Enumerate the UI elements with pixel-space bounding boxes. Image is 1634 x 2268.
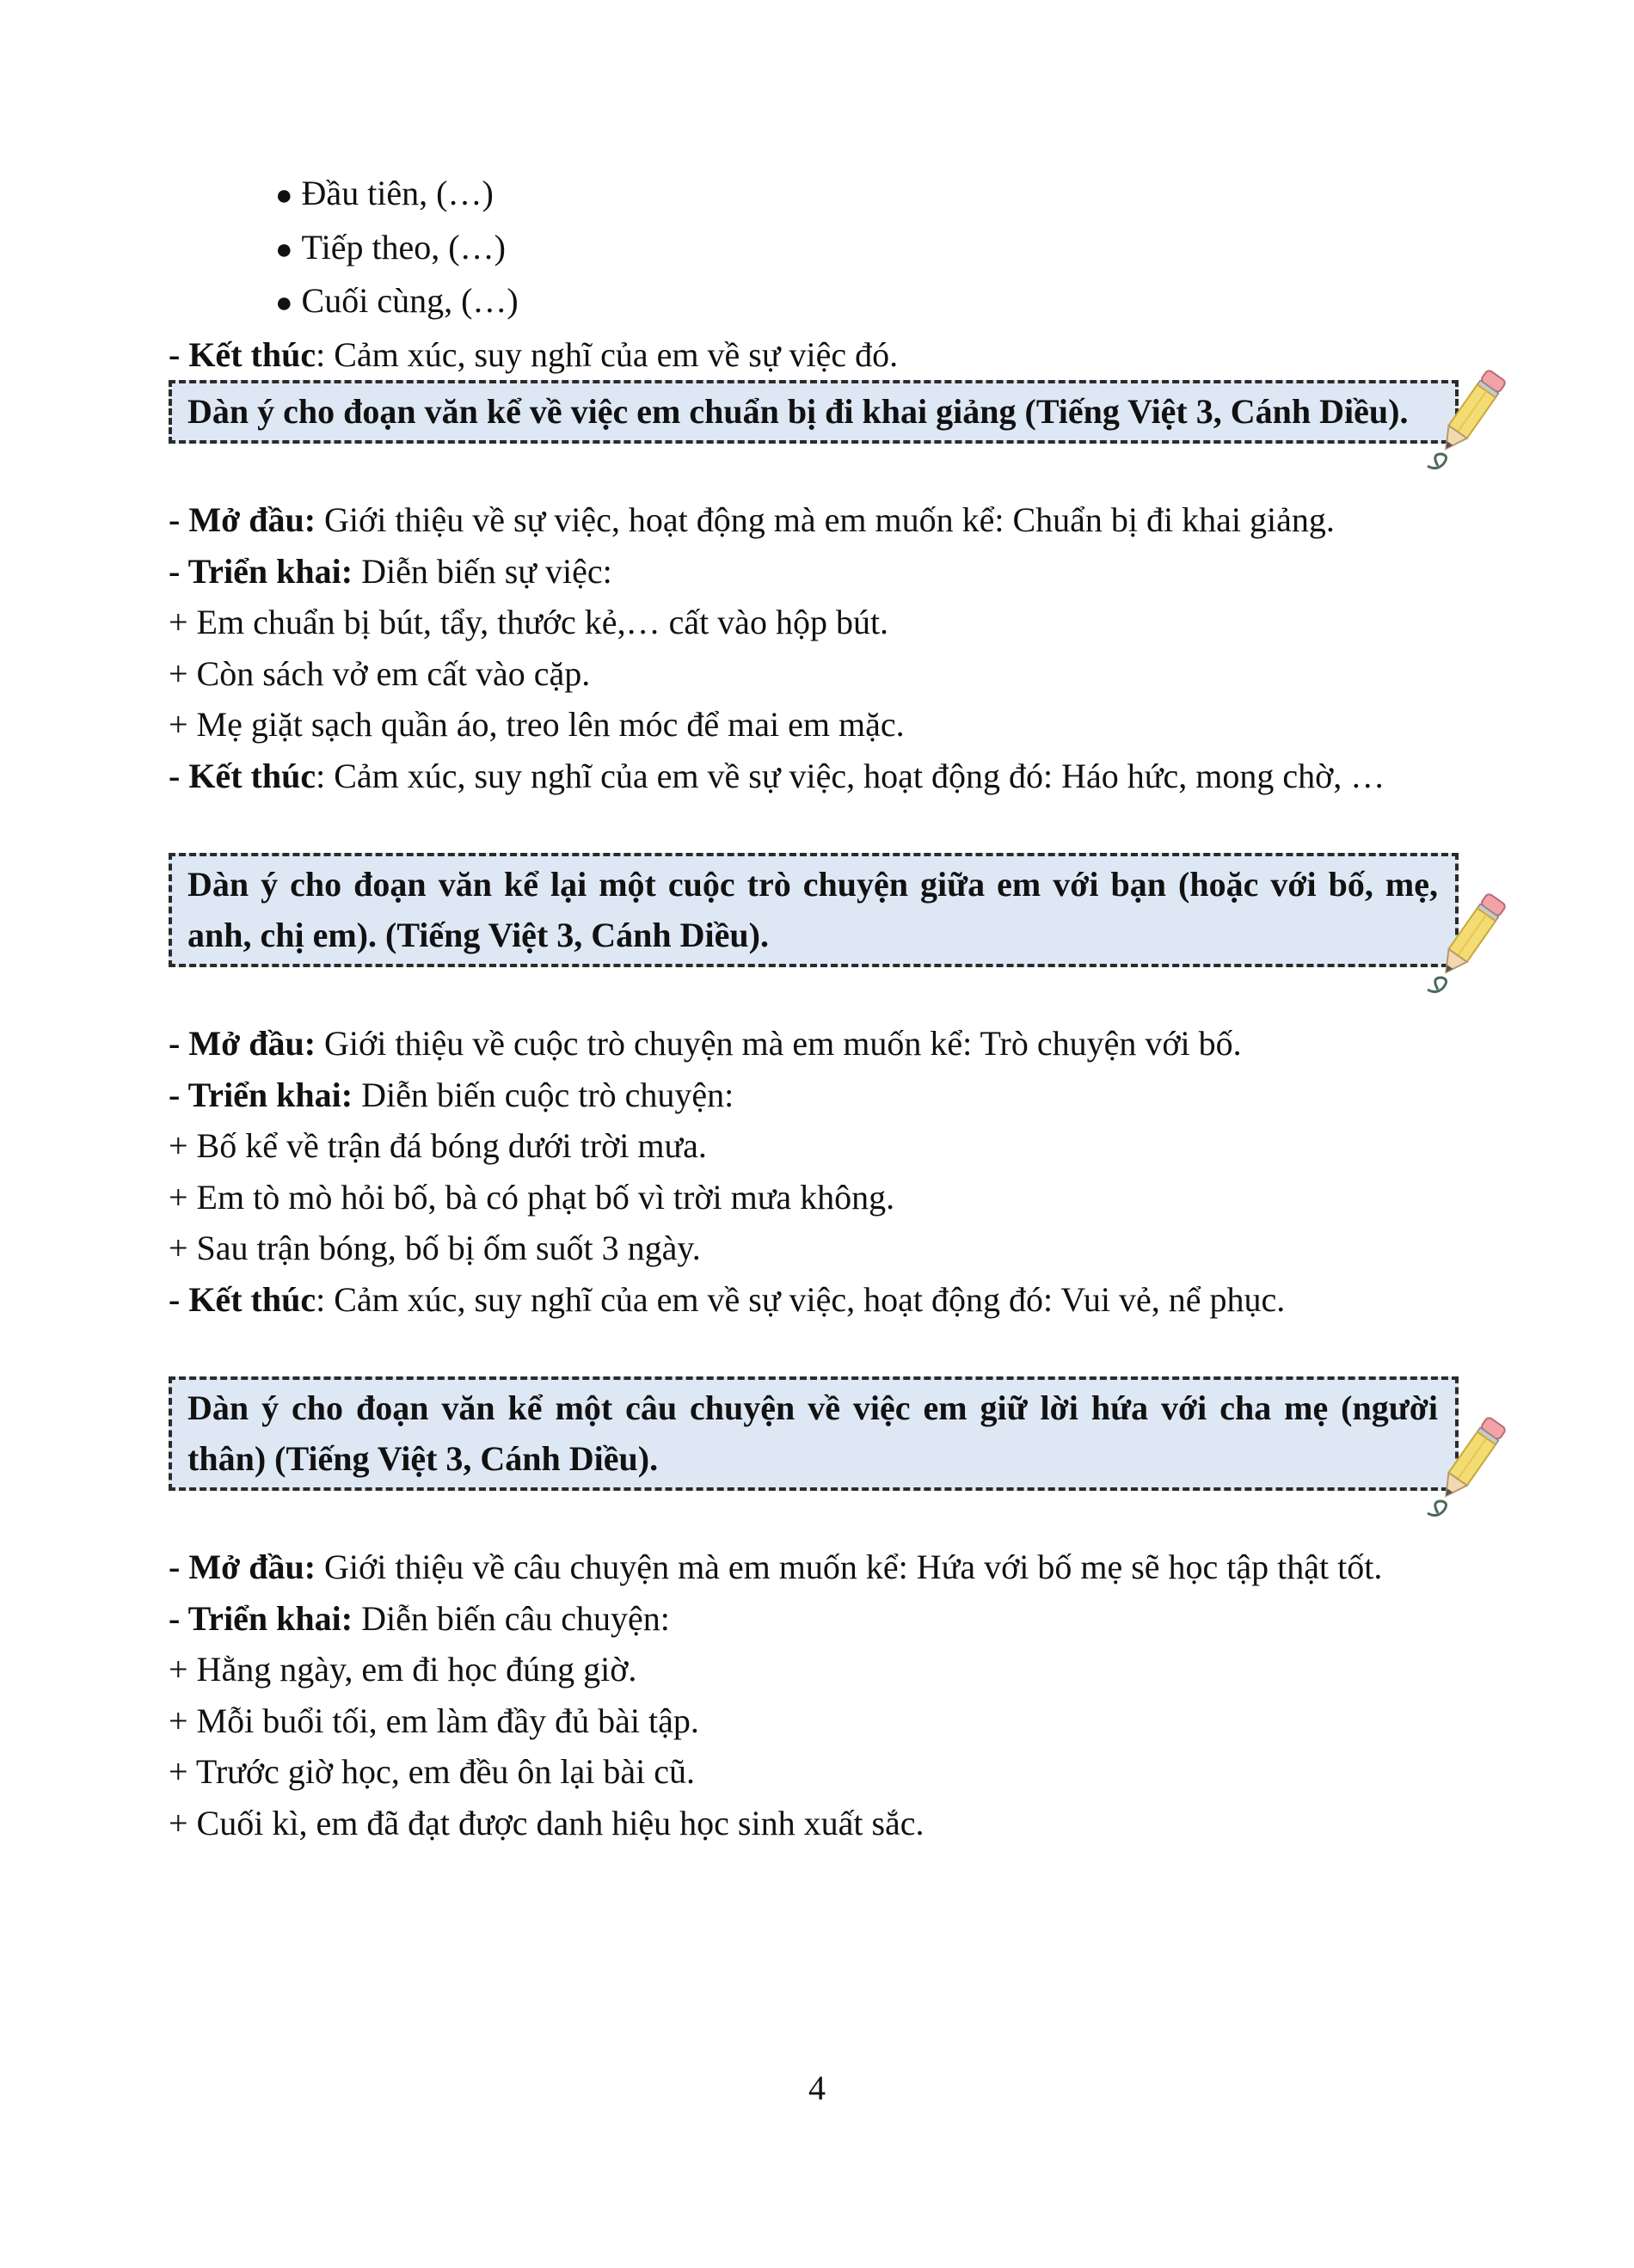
list-item: + Trước giờ học, em đều ôn lại bài cũ. [169, 1752, 696, 1791]
bullet-dot: ● [275, 287, 293, 319]
list-item: + Em chuẩn bị bút, tẩy, thước kẻ,… cất vào hộp bút. [169, 603, 889, 641]
list-item: + Hằng ngày, em đi học đúng giờ. [169, 1650, 637, 1689]
list-item: + Bố kể về trận đá bóng dưới trời mưa. [169, 1126, 707, 1165]
section-title: Dàn ý cho đoạn văn kể lại một cuộc trò chuyện giữa em với bạn (hoặc với bố, mẹ, anh, chị em). (Tiếng Việt 3, Cánh Diều). [187, 864, 1438, 954]
list-item: + Mẹ giặt sạch quần áo, treo lên móc để mai em mặc. [169, 705, 905, 744]
spacer [169, 967, 1453, 1019]
section-title-box [169, 380, 1459, 444]
section-trien-khai: - Triển khai: Diễn biến câu chuyện: [169, 1598, 670, 1638]
document-content [169, 168, 1453, 1848]
list-item: + Còn sách vở em cất vào cặp. [169, 653, 591, 693]
intro-ket-thuc: - Kết thúc: Cảm xúc, suy nghĩ của em về sự việc đó. [169, 334, 899, 374]
section-ket-thuc: - Kết thúc: Cảm xúc, suy nghĩ của em về sự việc, hoạt động đó: Vui vẻ, nể phục. [169, 1279, 1286, 1319]
spacer [169, 444, 1453, 495]
bullet-item: ● Cuối cùng, (…) [275, 281, 519, 320]
section-trien-khai: - Triển khai: Diễn biến sự việc: [169, 551, 612, 591]
bullet-dot: ● [275, 180, 293, 211]
pencil-icon [1412, 361, 1515, 473]
section-title-box [169, 853, 1459, 967]
section-title: Dàn ý cho đoạn văn kể về việc em chuẩn bị đi khai giảng (Tiếng Việt 3, Cánh Diều). [187, 392, 1409, 431]
pencil-icon [1412, 885, 1515, 996]
section-mo-dau: - Mở đầu: Giới thiệu về sự việc, hoạt động mà em muốn kể: Chuẩn bị đi khai giảng. [169, 500, 1335, 539]
spacer [169, 801, 1453, 853]
list-item: + Em tò mò hỏi bố, bà có phạt bố vì trời mưa không. [169, 1177, 895, 1217]
section-ket-thuc: - Kết thúc: Cảm xúc, suy nghĩ của em về sự việc, hoạt động đó: Háo hức, mong chờ, … [169, 756, 1385, 795]
pencil-icon [1412, 1408, 1515, 1520]
spacer [169, 1491, 1453, 1542]
bullet-item: ● Tiếp theo, (…) [275, 227, 506, 267]
spacer [169, 1325, 1453, 1376]
section-mo-dau: - Mở đầu: Giới thiệu về cuộc trò chuyện mà em muốn kể: Trò chuyện với bố. [169, 1024, 1242, 1063]
list-item: + Sau trận bóng, bố bị ốm suốt 3 ngày. [169, 1229, 701, 1267]
section-trien-khai: - Triển khai: Diễn biến cuộc trò chuyện: [169, 1075, 734, 1114]
page-number: 4 [808, 2069, 826, 2107]
list-item: + Cuối kì, em đã đạt được danh hiệu học sinh xuất sắc. [169, 1803, 924, 1842]
section-title: Dàn ý cho đoạn văn kể một câu chuyện về việc em giữ lời hứa với cha mẹ (người thân) (Tiếng Việt 3, Cánh Diều). [187, 1388, 1438, 1478]
section-title-box [169, 1376, 1459, 1491]
section-mo-dau: - Mở đầu: Giới thiệu về câu chuyện mà em muốn kể: Hứa với bố mẹ sẽ học tập thật tốt. [169, 1548, 1383, 1586]
bullet-dot: ● [275, 233, 293, 266]
list-item: + Mỗi buổi tối, em làm đầy đủ bài tập. [169, 1701, 699, 1740]
bullet-item: ● Đầu tiên, (…) [275, 174, 494, 212]
intro-bullet-list [169, 168, 1453, 329]
